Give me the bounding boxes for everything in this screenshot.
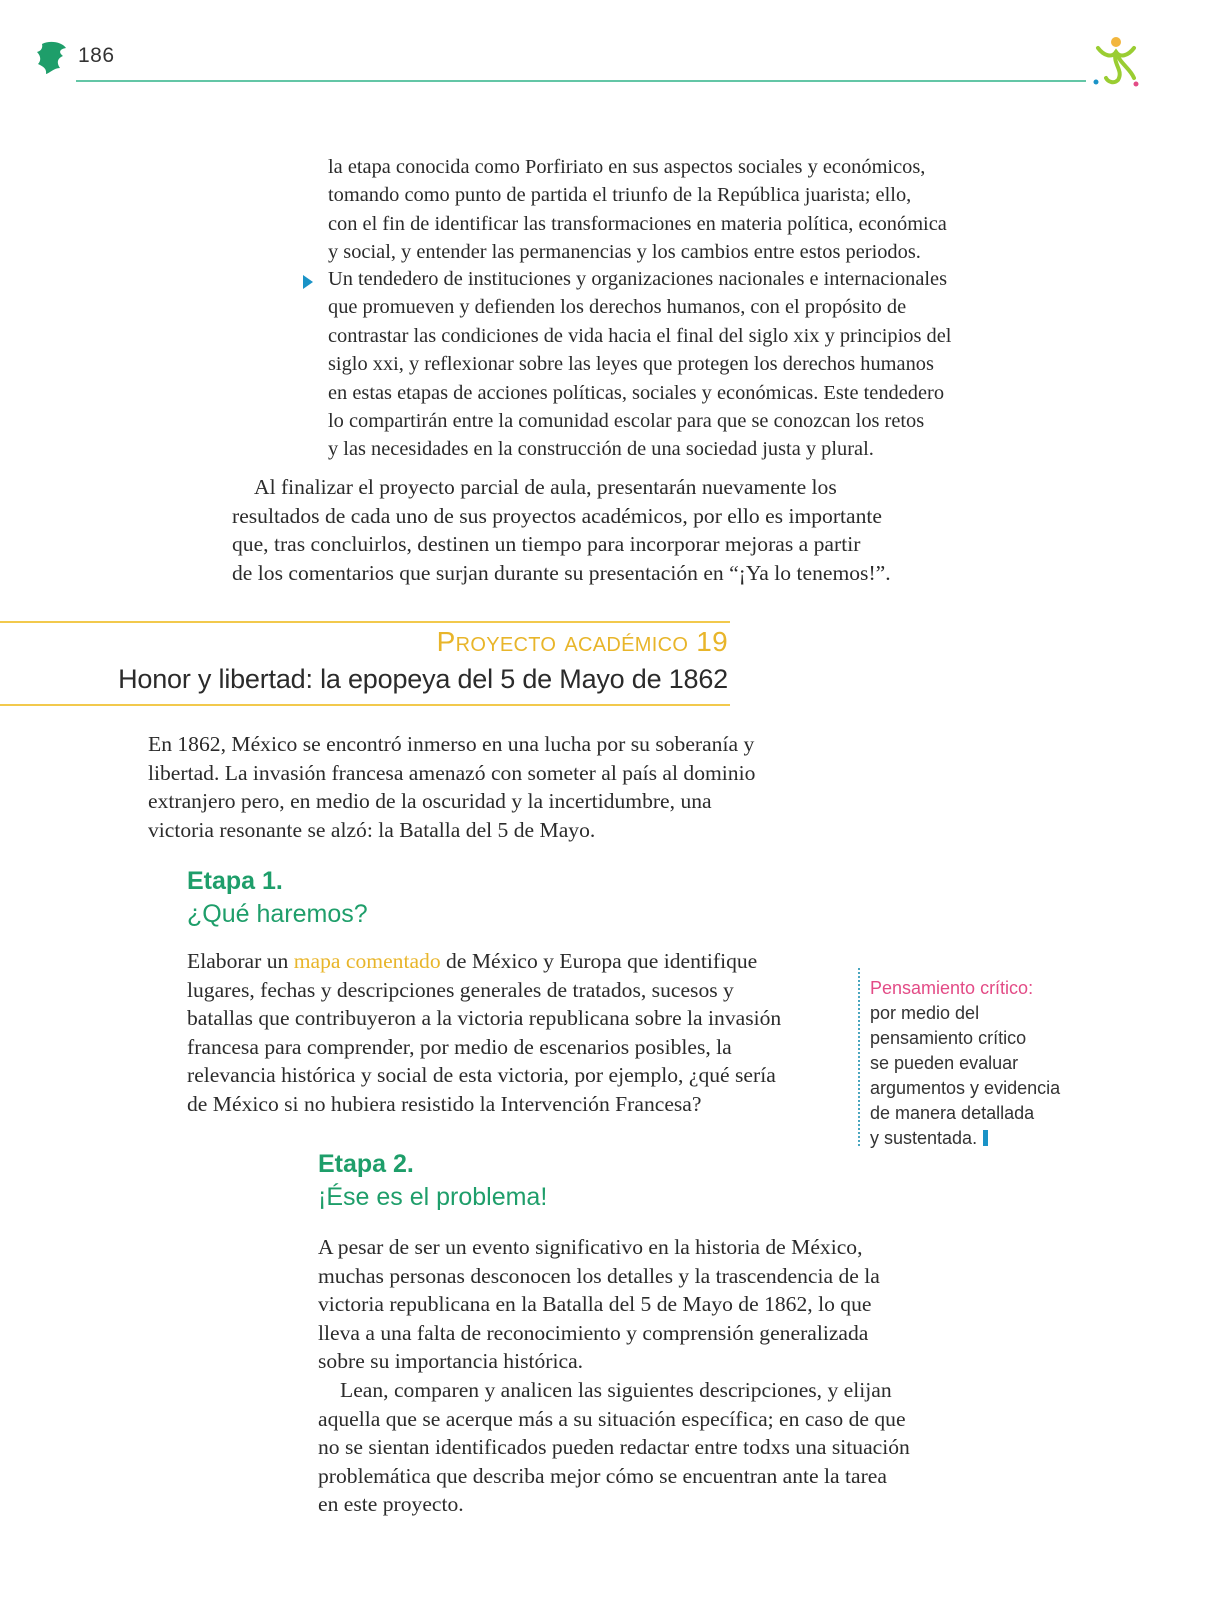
etapa-1-text: [187, 947, 837, 1119]
etapa-2-text: [318, 1233, 958, 1519]
etapa-1-title: ¿Qué haremos?: [187, 900, 368, 928]
page-number: 186: [78, 44, 115, 67]
text-line: problemática que describa mejor cómo se encuentran ante la tarea: [318, 1463, 887, 1488]
text-line: lugares, fechas y descripciones generales de tratados, sucesos y: [187, 977, 734, 1002]
text-line: en estas etapas de acciones políticas, sociales y económicas. Este tendedero: [328, 381, 945, 404]
text-line: resultados de cada uno de sus proyectos académicos, por ello es importante: [232, 503, 883, 528]
text-line: sobre su importancia histórica.: [318, 1349, 584, 1374]
text-line: Al finalizar el proyecto parcial de aula, presentarán nuevamente los: [254, 475, 837, 499]
bullet-paragraph: [328, 265, 978, 464]
text-line: que, tras concluirlos, destinen un tiempo para incorporar mejoras a partir: [232, 532, 861, 557]
text-line: victoria resonante se alzó: la Batalla del 5 de Mayo.: [148, 817, 596, 842]
continued-paragraph: [328, 153, 978, 267]
text-line: tomando como punto de partida el triunfo de la República juarista; ello,: [328, 184, 912, 207]
project-band-top-rule: [0, 621, 730, 623]
text-line: francesa para comprender, por medio de escenarios posibles, la: [187, 1034, 732, 1059]
text-line: y las necesidades en la construcción de una sociedad justa y plural.: [328, 438, 874, 461]
text-line: siglo xxi, y reflexionar sobre las leyes que protegen los derechos humanos: [328, 353, 934, 376]
text-line: y social, y entender las permanencias y los cambios entre estos periodos.: [328, 241, 921, 264]
text-line: con el fin de identificar las transformaciones en materia política, económica: [328, 212, 947, 235]
text-line: de México si no hubiera resistido la Intervención Francesa?: [187, 1091, 702, 1116]
sidebar-dotted-rule: [858, 968, 860, 1146]
text-line: lleva a una falta de reconocimiento y comprensión generalizada: [318, 1320, 869, 1345]
project-band-bottom-rule: [0, 704, 730, 706]
etapa-1-number: Etapa 1.: [187, 867, 283, 895]
text-line: pensamiento crítico: [870, 1028, 1027, 1048]
bullet-triangle-icon: [303, 275, 313, 289]
text-line: extranjero pero, en medio de la oscuridad y la incertidumbre, una: [148, 789, 712, 814]
text-line: argumentos y evidencia: [870, 1078, 1061, 1098]
text-line: relevancia histórica y social de esta victoria, por ejemplo, ¿qué sería: [187, 1063, 776, 1088]
text-line: contrastar las condiciones de vida hacia el final del siglo xix y principios del: [328, 324, 952, 347]
text-fragment: de México y Europa que identifique: [440, 949, 758, 973]
text-line: victoria republicana en la Batalla del 5 de Mayo de 1862, lo que: [318, 1292, 872, 1317]
text-line: En 1862, México se encontró inmerso en una lucha por su soberanía y: [148, 732, 755, 756]
text-line: no se sientan identificados pueden redactar entre todxs una situación: [318, 1435, 910, 1460]
text-line: aquella que se acerque más a su situación específica; en caso de que: [318, 1406, 906, 1431]
etapa-2-number: Etapa 2.: [318, 1150, 414, 1178]
text-line: por medio del: [870, 1003, 980, 1023]
text-line: A pesar de ser un evento significativo en la historia de México,: [318, 1235, 863, 1259]
etapa-2-paragraph-2: [318, 1376, 958, 1519]
text-line: en este proyecto.: [318, 1492, 464, 1517]
green-leaf-icon: [36, 40, 68, 76]
etapa-2-paragraph-1: [318, 1233, 958, 1376]
text-line: Lean, comparen y analicen las siguientes descripciones, y elijan: [340, 1377, 892, 1402]
glossary-sidebar: [870, 976, 1110, 1151]
text-line: batallas que contribuyeron a la victoria republicana sobre la invasión: [187, 1006, 782, 1031]
text-line: se pueden evaluar: [870, 1053, 1019, 1073]
text-line: Un tendedero de instituciones y organizaciones nacionales e internacionales: [328, 268, 948, 290]
etapa-1-heading: [187, 865, 368, 931]
text-line: de los comentarios que surjan durante su presentación en “¡Ya lo tenemos!”.: [232, 560, 891, 585]
text-line: libertad. La invasión francesa amenazó con someter al país al dominio: [148, 760, 756, 785]
glossary-term: Pensamiento crítico:: [870, 978, 1034, 998]
text-line: de manera detallada: [870, 1103, 1035, 1123]
mapa-comentado-term: mapa comentado: [293, 949, 441, 973]
curriculum-logo-icon: [1090, 34, 1142, 88]
text-line: la etapa conocida como Porfiriato en sus aspectos sociales y económicos,: [328, 156, 926, 178]
text-line: [187, 947, 837, 976]
text-line: muchas personas desconocen los detalles y la trascendencia de la: [318, 1263, 880, 1288]
project-intro: [148, 730, 818, 844]
etapa-2-heading: [318, 1148, 547, 1214]
text-line: [870, 1126, 1110, 1151]
project-label-text: Proyecto académico 19: [436, 626, 728, 657]
text-fragment: y sustentada.: [870, 1128, 978, 1148]
project-label: [0, 626, 728, 658]
text-line: que promueven y defienden los derechos humanos, con el propósito de: [328, 296, 907, 319]
text-line: lo compartirán entre la comunidad escolar para que se conozcan los retos: [328, 410, 925, 433]
text-fragment: Elaborar un: [187, 949, 294, 973]
etapa-2-title: ¡Ése es el problema!: [318, 1183, 548, 1211]
end-mark-icon: [983, 1130, 988, 1146]
closing-paragraph: [232, 473, 952, 587]
header-rule: [76, 80, 1086, 82]
project-title: Honor y libertad: la epopeya del 5 de Mayo de 1862: [118, 664, 728, 694]
